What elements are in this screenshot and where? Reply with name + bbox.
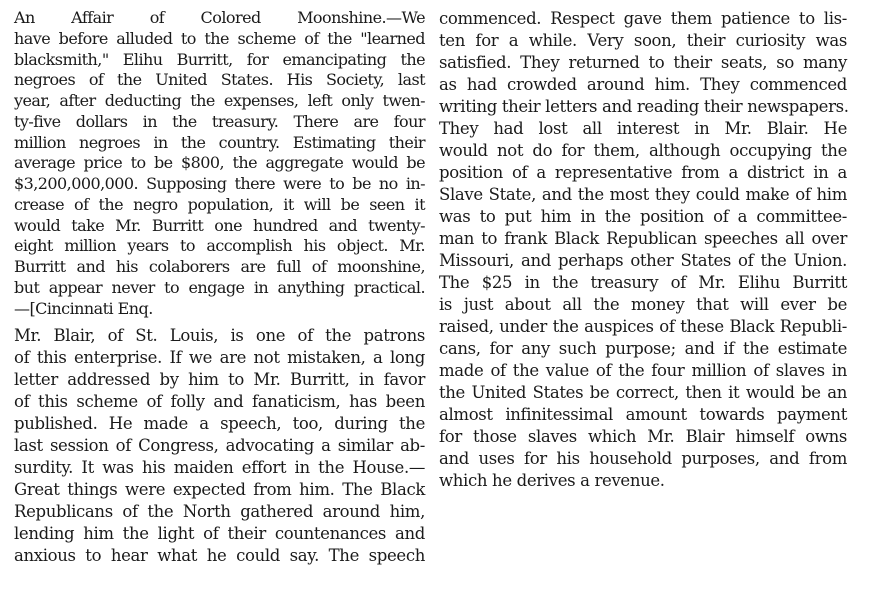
text-line: Mr. Blair, of St. Louis, is one of the patrons bbox=[14, 326, 425, 346]
text-line: eight million years to accomplish his object. Mr. bbox=[14, 236, 425, 256]
right-column bbox=[439, 8, 847, 492]
article-headline-line: An Affair of Colored Moonshine.—We bbox=[14, 8, 425, 27]
text-line: the United States be correct, then it would be an bbox=[439, 383, 847, 402]
text-line: They had lost all interest in Mr. Blair. He bbox=[439, 119, 847, 138]
text-line: $3,200,000,000. Supposing there were to be no in- bbox=[14, 174, 425, 193]
text-line: published. He made a speech, too, during the bbox=[14, 414, 425, 434]
text-line: anxious to hear what he could say. The speech bbox=[14, 546, 425, 566]
text-line: million negroes in the country. Estimating their bbox=[14, 132, 425, 152]
text-line: Republicans of the North gathered around him, bbox=[14, 502, 425, 522]
text-line: Burritt and his colaborers are full of moonshine, bbox=[14, 257, 425, 276]
text-line: satisfied. They returned to their seats, so many bbox=[439, 53, 847, 72]
text-line: commenced. Respect gave them patience to lis- bbox=[439, 9, 847, 28]
text-line: of this enterprise. If we are not mistaken, a long bbox=[14, 348, 425, 368]
text-line: but appear never to engage in anything practical. bbox=[14, 277, 425, 297]
text-line: lending him the light of their countenances and bbox=[14, 524, 425, 544]
text-line: average price to be $800, the aggregate would be bbox=[14, 153, 425, 173]
text-line: raised, under the auspices of these Black Republi- bbox=[439, 317, 847, 336]
text-line: for those slaves which Mr. Blair himself owns bbox=[439, 427, 847, 446]
text-line: Slave State, and the most they could make of him bbox=[439, 185, 847, 204]
text-line: letter addressed by him to Mr. Burritt, in favor bbox=[14, 370, 425, 390]
text-line: of this scheme of folly and fanaticism, has been bbox=[14, 392, 425, 412]
text-line: negroes of the United States. His Society, last bbox=[14, 70, 425, 90]
blair-paragraph-continued bbox=[439, 8, 847, 492]
text-line: made of the value of the four million of slaves in bbox=[439, 361, 847, 380]
source-attribution: —[Cincinnati Enq. bbox=[14, 298, 153, 318]
text-line: Great things were expected from him. The Black bbox=[14, 480, 425, 500]
left-column bbox=[14, 8, 425, 567]
text-line: ty-five dollars in the treasury. There are four bbox=[14, 111, 425, 131]
text-line: is just about all the money that will ever be bbox=[439, 295, 847, 314]
text-line: which he derives a revenue. bbox=[439, 471, 665, 490]
text-line: would take Mr. Burritt one hundred and twenty- bbox=[14, 215, 425, 235]
text-line: last session of Congress, advocating a similar ab- bbox=[14, 436, 425, 456]
text-line: was to put him in the position of a committee- bbox=[439, 207, 847, 226]
text-line: The $25 in the treasury of Mr. Elihu Burritt bbox=[439, 273, 847, 292]
text-line: blacksmith," Elihu Burritt, for emancipating the bbox=[14, 49, 425, 69]
text-line: surdity. It was his maiden effort in the House.— bbox=[14, 458, 425, 478]
text-line: crease of the negro population, it will be seen it bbox=[14, 194, 425, 214]
text-line: as had crowded around him. They commenced bbox=[439, 75, 847, 94]
blair-paragraph bbox=[14, 325, 425, 567]
text-line: Missouri, and perhaps other States of the Union. bbox=[439, 251, 847, 270]
text-line: ten for a while. Very soon, their curiosity was bbox=[439, 31, 847, 50]
text-line: and uses for his household purposes, and from bbox=[439, 449, 847, 468]
text-line: man to frank Black Republican speeches all over bbox=[439, 229, 847, 248]
text-line: have before alluded to the scheme of the "learned bbox=[14, 28, 425, 48]
moonshine-paragraph bbox=[14, 8, 425, 319]
text-line: would not do for them, although occupying the bbox=[439, 141, 847, 160]
text-line: position of a representative from a district in a bbox=[439, 163, 847, 182]
text-line: year, after deducting the expenses, left only twen- bbox=[14, 91, 425, 110]
text-line: cans, for any such purpose; and if the estimate bbox=[439, 339, 847, 358]
text-line: writing their letters and reading their newspapers. bbox=[439, 97, 849, 116]
text-line: almost infinitessimal amount towards payment bbox=[439, 405, 847, 424]
